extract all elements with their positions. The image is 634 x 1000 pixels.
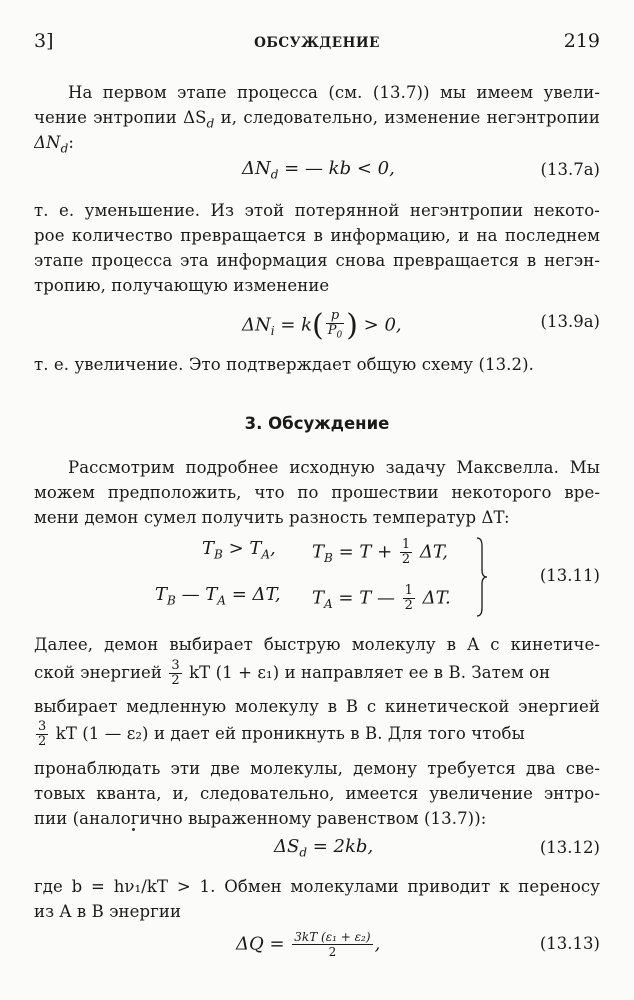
- equation-13-9a: $\Delta N_i = k$( $\frac{p}{P_0}$ ) > 0, (13.9a): [242, 307, 600, 343]
- paragraph-5-line-5: пронаблюдать эти две молекулы, демону требуется два све-: [34, 759, 600, 778]
- stray-ink-dot: [132, 828, 135, 831]
- paragraph-5-line-1: Далее, демон выбирает быструю молекулу в A с кинетиче-: [34, 635, 600, 654]
- equation-13-11: $T_B > T_A$, $T_B = T$ + $\frac{1}{2}$ ΔT, $T_B$ — $T_A = \Delta T$, $T_A = T$ — $\frac{1}{2}$ ΔT. (13.11): [34, 532, 600, 622]
- equation-number: (13.13): [539, 934, 600, 953]
- paragraph-2-line-3: этапе процесса эта информация снова превращается в негэн-: [34, 251, 600, 270]
- equation-number: (13.9a): [540, 312, 600, 331]
- paragraph-5-line-2: ской энергией $\frac{3}{2}$ kT (1 + ε₁) и направляет ее в B. Затем он: [34, 658, 551, 688]
- section-marker: 3]: [34, 30, 54, 52]
- running-header: [34, 30, 600, 56]
- paragraph-5-line-6: товых кванта, и, следовательно, имеется увеличение энтро-: [34, 784, 600, 803]
- paragraph-6-line-1: где b = hν₁/kT > 1. Обмен молекулами приводит к переносу: [34, 877, 600, 896]
- paragraph-1-line-2: чение энтропии $\Delta S_d$ и, следовательно, изменение негэнтропии: [34, 108, 600, 131]
- equation-number: (13.12): [539, 838, 600, 857]
- equation-number: (13.11): [539, 566, 600, 585]
- paragraph-4-line-1: Рассмотрим подробнее исходную задачу Максвелла. Мы: [68, 458, 600, 477]
- equation-13-13: ΔQ = $\frac{\text{3kT (ε₁ + ε₂)}}{2}$ , (13.13): [236, 930, 600, 959]
- paragraph-5-line-7: пии (аналогично выраженному равенством (13.7)):: [34, 809, 487, 828]
- running-title: ОБСУЖДЕНИЕ: [254, 35, 380, 51]
- paragraph-5-line-3: выбирает медленную молекулу в B с кинетической энергией: [34, 697, 600, 716]
- paragraph-6-line-2: из A в B энергии: [34, 902, 182, 921]
- equation-13-12: $\Delta S_d = 2kb$, (13.12): [274, 836, 600, 860]
- paragraph-4-line-3: мени демон сумел получить разность температур ΔT:: [34, 508, 510, 527]
- equation-number: (13.7a): [540, 160, 600, 179]
- section-heading: 3. Обсуждение: [244, 414, 390, 433]
- paragraph-2-line-2: рое количество превращается в информацию, и на последнем: [34, 226, 600, 245]
- page-number: 219: [563, 30, 600, 52]
- paragraph-1-line-1: На первом этапе процесса (см. (13.7)) мы имеем увели-: [68, 83, 600, 102]
- system-brace: [474, 536, 488, 618]
- paragraph-1-line-3: $\Delta N_d$:: [34, 133, 75, 156]
- paragraph-2-line-1: т. е. уменьшение. Из этой потерянной негэнтропии некото-: [34, 201, 600, 220]
- paragraph-2-line-4: тропию, получающую изменение: [34, 276, 330, 295]
- paragraph-4-line-2: можем предположить, что по прошествии некоторого вре-: [34, 483, 600, 502]
- paragraph-3: т. е. увеличение. Это подтверждает общую схему (13.2).: [34, 355, 534, 374]
- equation-13-7a: $\Delta N_d$ = — kb < 0, (13.7a): [242, 158, 600, 182]
- paragraph-5-line-4: $\frac{3}{2}$ kT (1 — ε₂) и дает ей проникнуть в B. Для того чтобы: [38, 719, 525, 749]
